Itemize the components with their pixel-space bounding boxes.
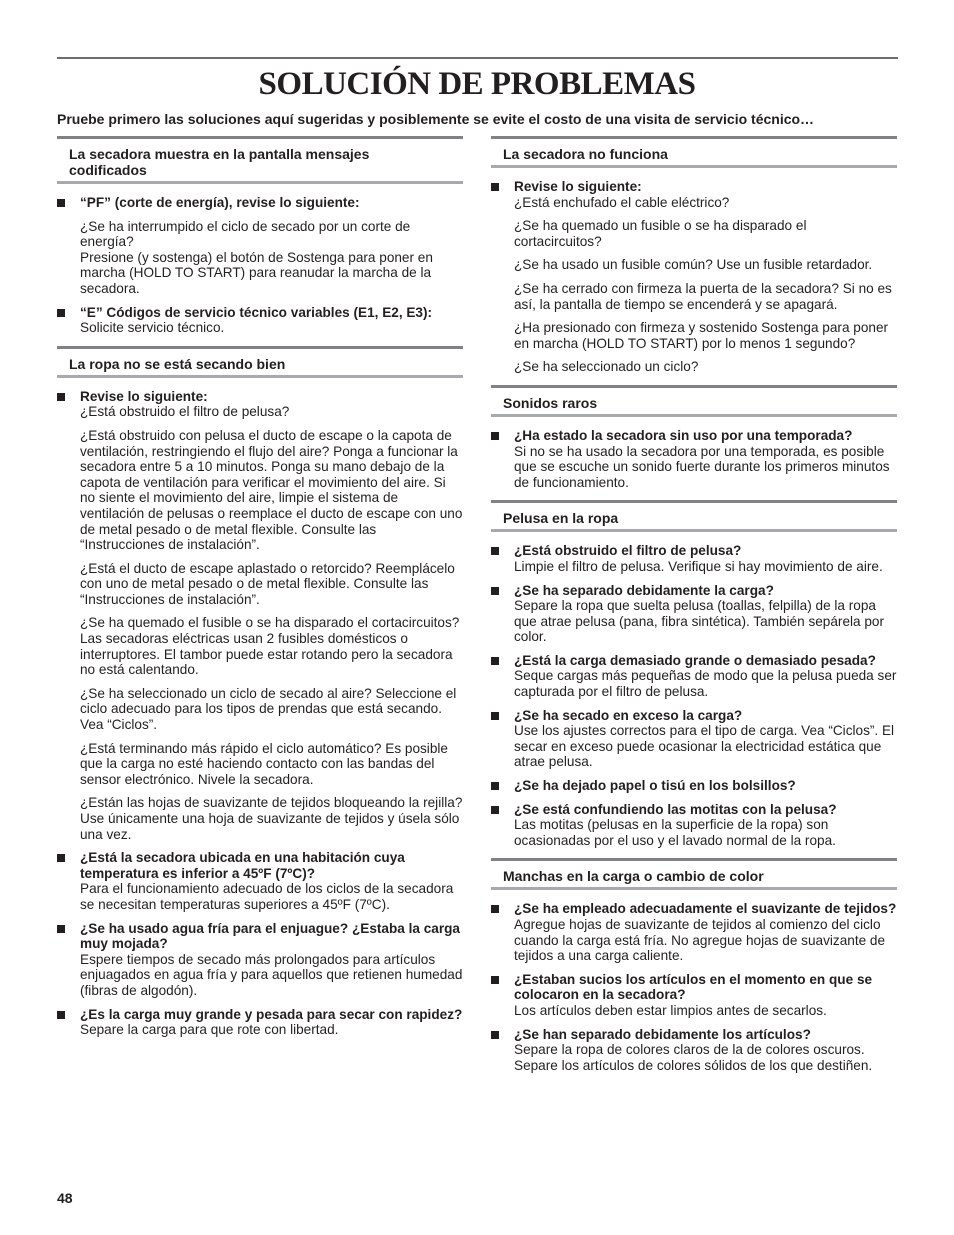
square-bullet-icon — [57, 925, 65, 933]
list-item — [57, 850, 463, 912]
list-item — [57, 921, 463, 999]
list-item — [491, 1027, 897, 1074]
list-item — [57, 195, 463, 297]
item-text: Separe la ropa de colores claros de la de colores oscuros. Separe los artículos de colores sólidos de los que destiñen. — [514, 1042, 873, 1073]
left-column — [57, 136, 463, 1048]
list-item — [491, 972, 897, 1019]
section-stains-color-change — [491, 858, 897, 1073]
square-bullet-icon — [491, 976, 499, 984]
item-text: ¿Se ha seleccionado un ciclo de secado al aire? Seleccione el ciclo adecuado para los tipos de prendas que está secando. Vea “Ciclos”. — [80, 685, 457, 733]
item-text: ¿Está terminando más rápido el ciclo automático? Es posible que la carga no esté haciendo contacto con las bandas del sensor electrónico. Nivele la secadora. — [80, 740, 448, 787]
list-item — [491, 428, 897, 490]
square-bullet-icon — [491, 183, 499, 191]
list-item — [491, 583, 897, 645]
item-question: ¿Está obstruido el filtro de pelusa? — [514, 543, 742, 559]
square-bullet-icon — [491, 905, 499, 913]
item-text: Seque cargas más pequeñas de modo que la pelusa pueda ser capturada por el filtro de pelusa. — [514, 668, 897, 700]
item-text: ¿Está el ducto de escape aplastado o retorcido? Reemplácelo con uno de metal pesado o de metal flexible. Consulte las “Instrucciones de instalación”. — [80, 560, 455, 607]
list-item — [491, 179, 897, 375]
right-column — [491, 136, 897, 1083]
item-text: Si no se ha usado la secadora por una temporada, es posible que se escuche un sonido fuerte durante los primeros minutos de funcionamiento. — [514, 443, 890, 490]
item-question: Revise lo siguiente: — [80, 388, 208, 404]
intro-text: Pruebe primero las soluciones aquí sugeridas y posiblemente se evite el costo de una visita de servicio técnico… — [57, 111, 815, 127]
square-bullet-icon — [491, 1031, 499, 1039]
item-question: Revise lo siguiente: — [514, 179, 642, 194]
item-text: Los artículos deben estar limpios antes de secarlos. — [514, 1002, 827, 1018]
list-item — [491, 543, 897, 574]
item-text: Agregue hojas de suavizante de tejidos al comienzo del ciclo cuando la carga está fría. No agregue hojas de suavizante de tejidos a una carga caliente. — [514, 917, 886, 964]
item-text: ¿Está obstruido el filtro de pelusa? — [80, 404, 290, 420]
list-item — [491, 901, 897, 963]
section-heading: La ropa no se está secando bien — [57, 346, 463, 378]
item-question: “E” Códigos de servicio técnico variables (E1, E2, E3): — [80, 304, 433, 320]
item-text: Las motitas (pelusas en la superficie de la ropa) son ocasionadas por el uso y el lavado normal de la ropa. — [514, 817, 836, 848]
square-bullet-icon — [57, 199, 65, 207]
item-question: ¿Se ha separado debidamente la carga? — [514, 582, 774, 598]
item-text: Use los ajustes correctos para el tipo de carga. Vea “Ciclos”. El secar en exceso puede ocasionar la electricidad estática que atrae pelusa. — [514, 723, 895, 770]
item-question: ¿Se ha secado en exceso la carga? — [514, 707, 743, 723]
item-text: ¿Está obstruido con pelusa el ducto de escape o la capota de ventilación, restringiendo el flujo del aire? Ponga a funcionar la secadora entre 5 a 10 minutos. Ponga su mano debajo de la capota de ventilación para verificar el movimiento del aire. Si no siente el movimiento del aire, limpie el sistema de ventilación de pelusas o reemplace el ducto de escape con uno de metal pesado o de metal flexible. Consulte las “Instrucciones de instalación”. — [80, 427, 463, 553]
section-dryer-not-working — [491, 136, 897, 375]
item-question: ¿Está la carga demasiado grande o demasiado pesada? — [514, 652, 876, 668]
item-text: ¿Se ha usado un fusible común? Use un fusible retardador. — [514, 257, 873, 273]
item-text: ¿Se ha quemado un fusible o se ha disparado el cortacircuitos? — [514, 218, 807, 249]
square-bullet-icon — [491, 712, 499, 720]
section-heading: La secadora muestra en la pantalla mensajes codificados — [57, 136, 463, 184]
item-question: ¿Se ha dejado papel o tisú en los bolsillos? — [514, 778, 796, 794]
list-item — [491, 653, 897, 700]
item-question: ¿Se ha usado agua fría para el enjuague? ¿Estaba la carga muy mojada? — [80, 920, 460, 952]
square-bullet-icon — [491, 657, 499, 665]
list-item — [491, 778, 897, 794]
section-coded-messages — [57, 136, 463, 336]
square-bullet-icon — [57, 854, 65, 862]
item-question: ¿Se está confundiendo las motitas con la pelusa? — [514, 801, 837, 817]
list-item — [491, 708, 897, 770]
page-title: SOLUCIÓN DE PROBLEMAS — [258, 66, 696, 102]
item-question: ¿Se ha empleado adecuadamente el suavizante de tejidos? — [514, 901, 897, 917]
square-bullet-icon — [57, 393, 65, 401]
item-text: Presione (y sostenga) el botón de Sostenga para poner en marcha (HOLD TO START) para reanudar la marcha de la secadora. — [80, 249, 433, 296]
square-bullet-icon — [491, 587, 499, 595]
section-heading: La secadora no funciona — [491, 136, 897, 168]
item-question: ¿Ha estado la secadora sin uso por una temporada? — [514, 427, 853, 443]
list-item — [57, 389, 463, 842]
square-bullet-icon — [57, 309, 65, 317]
item-text: Solicite servicio técnico. — [80, 320, 225, 336]
item-text: Separe la carga para que rote con libertad. — [80, 1022, 339, 1038]
item-text: ¿Se ha cerrado con firmeza la puerta de la secadora? Si no es así, la pantalla de tiempo se encenderá y se apagará. — [514, 280, 892, 312]
section-not-drying — [57, 346, 463, 1038]
item-text: ¿Se ha quemado el fusible o se ha disparado el cortacircuitos? Las secadoras eléctricas usan 2 fusibles domésticos o interruptores. El tambor puede estar rotando pero la secadora no está calentando. — [80, 615, 460, 678]
section-lint-on-clothes — [491, 500, 897, 848]
section-heading: Manchas en la carga o cambio de color — [491, 858, 897, 890]
section-heading: Pelusa en la ropa — [491, 500, 897, 532]
item-text: ¿Se ha interrumpido el ciclo de secado por un corte de energía? — [80, 218, 411, 250]
item-question: ¿Es la carga muy grande y pesada para secar con rapidez? — [80, 1006, 463, 1022]
section-unusual-sounds — [491, 385, 897, 490]
item-text: Para el funcionamiento adecuado de los ciclos de la secadora se necesitan temperaturas superiores a 45ºF (7ºC). — [80, 881, 454, 912]
item-question: “PF” (corte de energía), revise lo siguiente: — [80, 195, 360, 210]
square-bullet-icon — [491, 806, 499, 814]
item-text: Limpie el filtro de pelusa. Verifique si hay movimiento de aire. — [514, 558, 883, 574]
item-text: Espere tiempos de secado más prolongados para artículos enjuagados en agua fría y para aquellos que retienen humedad (fibras de algodón). — [80, 951, 463, 998]
list-item — [57, 1007, 463, 1038]
item-question: ¿Se han separado debidamente los artículos? — [514, 1026, 811, 1042]
square-bullet-icon — [57, 1011, 65, 1019]
square-bullet-icon — [491, 547, 499, 555]
item-text: ¿Ha presionado con firmeza y sostenido Sostenga para poner en marcha (HOLD TO START) por lo menos 1 segundo? — [514, 320, 889, 351]
top-rule — [57, 57, 898, 59]
item-text: ¿Está enchufado el cable eléctrico? — [514, 194, 730, 210]
item-text: ¿Están las hojas de suavizante de tejidos bloqueando la rejilla? Use únicamente una hoja de suavizante de tejidos y úsela sólo una vez. — [80, 795, 463, 842]
list-item — [57, 305, 463, 336]
item-question: ¿Está la secadora ubicada en una habitación cuya temperatura es inferior a 45ºF (7ºC)? — [80, 850, 405, 881]
item-question: ¿Estaban sucios los artículos en el momento en que se colocaron en la secadora? — [514, 971, 873, 1003]
square-bullet-icon — [491, 432, 499, 440]
page-number: 48 — [57, 1190, 73, 1206]
square-bullet-icon — [491, 782, 499, 790]
item-text: ¿Se ha seleccionado un ciclo? — [514, 359, 699, 375]
section-heading: Sonidos raros — [491, 385, 897, 417]
list-item — [491, 802, 897, 849]
item-text: Separe la ropa que suelta pelusa (toallas, felpilla) de la ropa que atrae pelusa (pana, fibra sintética). También sepárela por color. — [514, 598, 885, 645]
